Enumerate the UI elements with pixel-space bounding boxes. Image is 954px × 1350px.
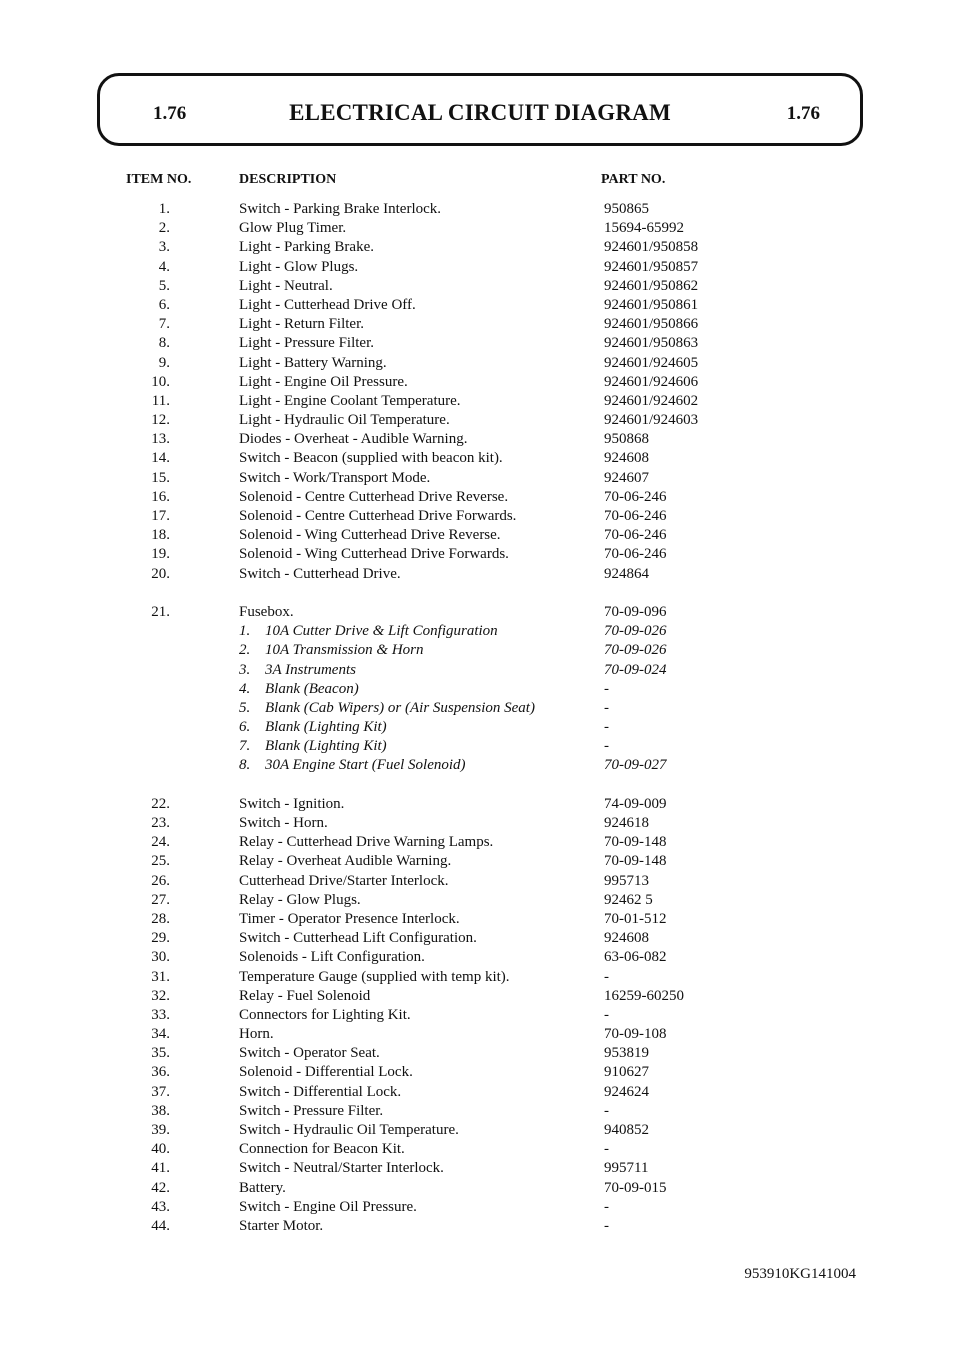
item-number: 21. (151, 603, 170, 620)
part-number: 16259-60250 (604, 987, 684, 1004)
item-number: 8. (158, 335, 170, 352)
table-row (0, 526, 954, 545)
item-number: 28. (151, 910, 170, 927)
row-spacer (0, 776, 954, 795)
item-description: Solenoid - Wing Cutterhead Drive Forwards. (239, 546, 509, 563)
table-row (0, 891, 954, 910)
item-description: Diodes - Overheat - Audible Warning. (239, 431, 468, 448)
table-row (0, 488, 954, 507)
table-row (0, 296, 954, 315)
item-description: Light - Engine Coolant Temperature. (239, 392, 461, 409)
item-number: 36. (151, 1064, 170, 1081)
item-number: 6. (158, 296, 170, 313)
part-number: 924601/950857 (604, 258, 699, 275)
fuse-description (239, 641, 424, 660)
item-description: Switch - Work/Transport Mode. (239, 469, 431, 486)
part-number: - (604, 1006, 609, 1023)
part-number: 995711 (604, 1160, 649, 1177)
item-description: Light - Pressure Filter. (239, 335, 374, 352)
part-number: 924601/924605 (604, 354, 699, 371)
table-row (0, 929, 954, 948)
item-description: Switch - Neutral/Starter Interlock. (239, 1160, 444, 1177)
part-number: 70-09-027 (604, 757, 667, 774)
part-number: 924608 (604, 930, 649, 947)
fuse-number: 8. (239, 757, 251, 774)
fuse-number: 5. (239, 699, 251, 716)
item-number: 3. (158, 239, 170, 256)
part-number: 70-01-512 (604, 910, 667, 927)
part-number: - (604, 968, 609, 985)
fuse-description (239, 622, 498, 641)
item-description: Solenoid - Wing Cutterhead Drive Reverse. (239, 527, 501, 544)
table-row (0, 1121, 954, 1140)
item-number: 7. (158, 316, 170, 333)
table-row (0, 987, 954, 1006)
item-description: Solenoid - Differential Lock. (239, 1064, 413, 1081)
part-number: 70-09-026 (604, 623, 667, 640)
fuse-label: Blank (Lighting Kit) (265, 719, 387, 736)
fuse-label: 10A Transmission & Horn (265, 642, 424, 659)
part-number: 924601/950862 (604, 277, 699, 294)
column-header-part: PART NO. (601, 172, 666, 187)
table-row (0, 507, 954, 526)
table-row (0, 1044, 954, 1063)
item-number: 29. (151, 930, 170, 947)
item-description: Switch - Hydraulic Oil Temperature. (239, 1122, 459, 1138)
item-description: Light - Cutterhead Drive Off. (239, 296, 416, 313)
part-number: 924601/950861 (604, 296, 699, 313)
section-header (97, 73, 863, 146)
item-description: Light - Return Filter. (239, 316, 364, 333)
item-description: Switch - Pressure Filter. (239, 1102, 384, 1119)
item-description: Switch - Cutterhead Drive. (239, 565, 401, 582)
item-number: 44. (151, 1217, 170, 1234)
part-number: 924608 (604, 450, 649, 467)
table-row (0, 1025, 954, 1044)
fuse-label: 30A Engine Start (Fuel Solenoid) (265, 757, 466, 774)
table-row (0, 430, 954, 449)
part-number: 924601/950863 (604, 335, 699, 352)
part-number: - (604, 738, 609, 755)
fuse-list-item (0, 737, 954, 756)
item-description: Horn. (239, 1026, 274, 1043)
item-description: Glow Plug Timer. (239, 220, 347, 237)
document-code: 953910KG141004 (744, 1266, 856, 1282)
item-number: 20. (151, 565, 170, 582)
part-number: 70-06-246 (604, 527, 667, 544)
table-row (0, 219, 954, 238)
item-number: 39. (151, 1122, 170, 1138)
fuse-description (239, 661, 356, 680)
item-number: 30. (151, 949, 170, 966)
fuse-number: 4. (239, 680, 251, 697)
item-number: 4. (158, 258, 170, 275)
part-number: 924601/924606 (604, 373, 699, 390)
item-number: 13. (151, 431, 170, 448)
table-row (0, 258, 954, 277)
fuse-list-item (0, 622, 954, 641)
part-number: 924601/924603 (604, 412, 699, 429)
part-number: 924607 (604, 469, 649, 486)
item-description: Relay - Overheat Audible Warning. (239, 853, 452, 870)
fuse-label: Blank (Cab Wipers) or (Air Suspension Seat) (265, 699, 535, 716)
part-number: 924601/950858 (604, 239, 699, 256)
table-row (0, 852, 954, 871)
table-row (0, 833, 954, 852)
part-number: 63-06-082 (604, 949, 667, 966)
part-number: 70-09-148 (604, 853, 667, 870)
table-row (0, 1102, 954, 1121)
fuse-list-item (0, 641, 954, 660)
item-description: Solenoid - Centre Cutterhead Drive Forwards. (239, 508, 517, 524)
table-row (0, 545, 954, 564)
table-row (0, 238, 954, 257)
table-row (0, 948, 954, 967)
table-row (0, 392, 954, 411)
item-number: 24. (151, 834, 170, 851)
item-description: Connectors for Lighting Kit. (239, 1006, 411, 1023)
fuse-number: 3. (239, 661, 251, 678)
column-header-item: ITEM NO. (126, 172, 192, 187)
fuse-number: 7. (239, 738, 251, 755)
item-number: 35. (151, 1045, 170, 1062)
part-number: 950868 (604, 431, 649, 448)
part-number: 70-06-246 (604, 488, 667, 505)
item-number: 12. (151, 412, 170, 429)
part-number: - (604, 1217, 609, 1234)
fuse-list-item (0, 756, 954, 775)
part-number: 92462 5 (604, 891, 653, 908)
fuse-list-item (0, 699, 954, 718)
table-row (0, 795, 954, 814)
item-number: 10. (151, 373, 170, 390)
part-number: 70-09-024 (604, 661, 667, 678)
item-description: Light - Neutral. (239, 277, 333, 294)
part-number: - (604, 699, 609, 716)
table-row (0, 1159, 954, 1178)
fuse-description (239, 737, 387, 756)
item-description: Solenoids - Lift Configuration. (239, 949, 425, 966)
item-number: 16. (151, 488, 170, 505)
item-description: Switch - Horn. (239, 815, 328, 831)
item-number: 33. (151, 1006, 170, 1023)
part-number: 70-09-096 (604, 603, 667, 620)
item-number: 27. (151, 891, 170, 908)
item-description: Battery. (239, 1179, 286, 1196)
part-number: 70-09-148 (604, 834, 667, 851)
item-description: Light - Battery Warning. (239, 354, 387, 371)
part-number: 924864 (604, 565, 649, 582)
item-number: 1. (158, 201, 170, 217)
part-number: 924624 (604, 1083, 649, 1100)
item-description: Connection for Beacon Kit. (239, 1141, 405, 1158)
parts-list (0, 200, 954, 1236)
table-row (0, 277, 954, 296)
fuse-description (239, 718, 387, 737)
item-number: 37. (151, 1083, 170, 1100)
item-description: Switch - Engine Oil Pressure. (239, 1198, 417, 1215)
item-number: 5. (158, 277, 170, 294)
item-description: Switch - Ignition. (239, 795, 345, 812)
item-number: 40. (151, 1141, 170, 1158)
section-number-right: 1.76 (786, 103, 820, 124)
item-description: Starter Motor. (239, 1217, 324, 1234)
item-description: Temperature Gauge (supplied with temp kit). (239, 968, 510, 985)
item-description: Fusebox. (239, 603, 294, 620)
table-row (0, 334, 954, 353)
row-spacer (0, 584, 954, 603)
part-number: - (604, 719, 609, 736)
item-description: Relay - Glow Plugs. (239, 891, 361, 908)
table-row (0, 449, 954, 468)
table-row (0, 1198, 954, 1217)
column-header-description: DESCRIPTION (239, 172, 337, 187)
table-row (0, 1063, 954, 1082)
section-number-left: 1.76 (153, 103, 187, 124)
fuse-list-item (0, 661, 954, 680)
item-number: 2. (158, 220, 170, 237)
table-row (0, 200, 954, 219)
item-description: Light - Glow Plugs. (239, 258, 359, 275)
table-row (0, 910, 954, 929)
fuse-label: Blank (Beacon) (265, 680, 359, 697)
table-row (0, 603, 954, 622)
table-row (0, 354, 954, 373)
part-number: 15694-65992 (604, 220, 684, 237)
part-number: 924601/950866 (604, 316, 699, 333)
part-number: 70-09-026 (604, 642, 667, 659)
fuse-label: 3A Instruments (265, 661, 356, 678)
item-number: 9. (158, 354, 170, 371)
item-description: Timer - Operator Presence Interlock. (239, 910, 460, 927)
table-row (0, 1179, 954, 1198)
part-number: - (604, 1198, 609, 1215)
table-row (0, 1006, 954, 1025)
item-description: Switch - Cutterhead Lift Configuration. (239, 930, 477, 947)
item-description: Switch - Operator Seat. (239, 1045, 380, 1062)
item-description: Cutterhead Drive/Starter Interlock. (239, 872, 449, 889)
table-row (0, 1217, 954, 1236)
item-number: 42. (151, 1179, 170, 1196)
item-number: 18. (151, 527, 170, 544)
table-row (0, 814, 954, 833)
item-number: 25. (151, 853, 170, 870)
item-description: Switch - Differential Lock. (239, 1083, 402, 1100)
part-number: 74-09-009 (604, 795, 667, 812)
item-number: 38. (151, 1102, 170, 1119)
table-row (0, 469, 954, 488)
fuse-number: 6. (239, 719, 251, 736)
item-description: Relay - Fuel Solenoid (239, 987, 371, 1004)
item-number: 23. (151, 815, 170, 831)
item-number: 31. (151, 968, 170, 985)
item-description: Light - Parking Brake. (239, 239, 374, 256)
part-number: 70-06-246 (604, 508, 667, 524)
part-number: 995713 (604, 872, 649, 889)
part-number: 953819 (604, 1045, 649, 1062)
part-number: 924601/924602 (604, 392, 699, 409)
item-number: 19. (151, 546, 170, 563)
fuse-description (239, 699, 535, 718)
fuse-description (239, 680, 359, 699)
item-number: 41. (151, 1160, 170, 1177)
part-number: 910627 (604, 1064, 649, 1081)
part-number: 940852 (604, 1122, 649, 1138)
part-number: 950865 (604, 201, 649, 217)
part-number: 70-09-015 (604, 1179, 667, 1196)
item-number: 26. (151, 872, 170, 889)
fuse-number: 1. (239, 623, 251, 640)
item-description: Relay - Cutterhead Drive Warning Lamps. (239, 834, 494, 851)
item-number: 22. (151, 795, 170, 812)
part-number: - (604, 1141, 609, 1158)
part-number: - (604, 680, 609, 697)
fuse-description (239, 756, 466, 775)
fuse-label: Blank (Lighting Kit) (265, 738, 387, 755)
part-number: 70-06-246 (604, 546, 667, 563)
item-description: Switch - Parking Brake Interlock. (239, 201, 442, 217)
fuse-label: 10A Cutter Drive & Lift Configuration (265, 623, 498, 640)
item-number: 43. (151, 1198, 170, 1215)
item-description: Light - Hydraulic Oil Temperature. (239, 412, 450, 429)
item-number: 32. (151, 987, 170, 1004)
part-number: 70-09-108 (604, 1026, 667, 1043)
fuse-number: 2. (239, 642, 251, 659)
item-description: Solenoid - Centre Cutterhead Drive Reverse. (239, 488, 509, 505)
item-number: 14. (151, 450, 170, 467)
item-number: 17. (151, 508, 170, 524)
item-number: 11. (151, 392, 170, 409)
table-row (0, 1083, 954, 1102)
table-row (0, 315, 954, 334)
fuse-list-item (0, 718, 954, 737)
fuse-list-item (0, 680, 954, 699)
part-number: - (604, 1102, 609, 1119)
item-description: Switch - Beacon (supplied with beacon kit). (239, 450, 503, 467)
item-description: Light - Engine Oil Pressure. (239, 373, 408, 390)
table-row (0, 411, 954, 430)
table-row (0, 373, 954, 392)
table-row (0, 1140, 954, 1159)
page-title: ELECTRICAL CIRCUIT DIAGRAM (289, 100, 671, 125)
table-row (0, 565, 954, 584)
item-number: 34. (151, 1026, 170, 1043)
table-row (0, 872, 954, 891)
item-number: 15. (151, 469, 170, 486)
part-number: 924618 (604, 815, 649, 831)
table-row (0, 968, 954, 987)
